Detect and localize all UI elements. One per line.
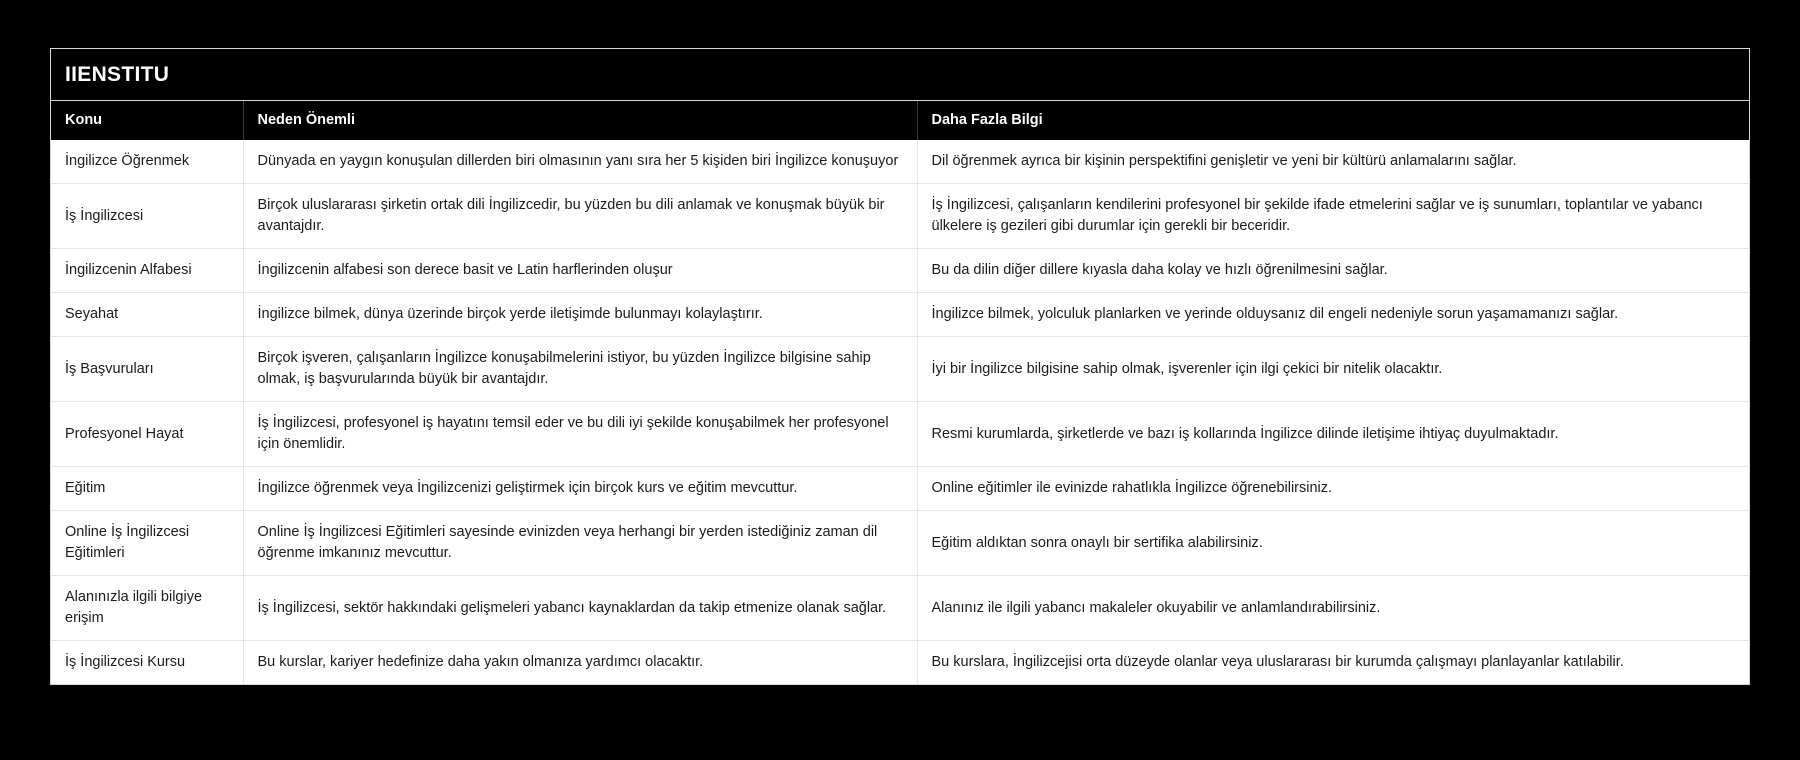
cell-more: Resmi kurumlarda, şirketlerde ve bazı iş kollarında İngilizce dilinde iletişime ihtiyaç duyulmaktadır. [917, 402, 1749, 467]
cell-more: İngilizce bilmek, yolculuk planlarken ve yerinde olduysanız dil engeli nedeniyle sorun yaşamamanızı sağlar. [917, 293, 1749, 337]
column-header-why: Neden Önemli [243, 101, 917, 140]
table-card [50, 48, 1750, 685]
cell-topic: İş İngilizcesi [51, 184, 243, 249]
table-row [51, 576, 1749, 641]
cell-more: Bu da dilin diğer dillere kıyasla daha kolay ve hızlı öğrenilmesini sağlar. [917, 249, 1749, 293]
cell-topic: Online İş İngilizcesi Eğitimleri [51, 511, 243, 576]
cell-topic: Seyahat [51, 293, 243, 337]
cell-why: İngilizce bilmek, dünya üzerinde birçok yerde iletişimde bulunmayı kolaylaştırır. [243, 293, 917, 337]
cell-more: Dil öğrenmek ayrıca bir kişinin perspektifini genişletir ve yeni bir kültürü anlamalarını sağlar. [917, 140, 1749, 184]
cell-more: İyi bir İngilizce bilgisine sahip olmak, işverenler için ilgi çekici bir nitelik olacaktır. [917, 337, 1749, 402]
cell-why: Online İş İngilizcesi Eğitimleri sayesinde evinizden veya herhangi bir yerden istediğiniz zaman dil öğrenme imkanınız mevcuttur. [243, 511, 917, 576]
cell-topic: İngilizcenin Alfabesi [51, 249, 243, 293]
column-header-more: Daha Fazla Bilgi [917, 101, 1749, 140]
table-row [51, 249, 1749, 293]
column-header-topic: Konu [51, 101, 243, 140]
cell-topic: Profesyonel Hayat [51, 402, 243, 467]
cell-why: Dünyada en yaygın konuşulan dillerden biri olmasının yanı sıra her 5 kişiden biri İngilizce konuşuyor [243, 140, 917, 184]
cell-topic: İş İngilizcesi Kursu [51, 641, 243, 685]
cell-why: Birçok uluslararası şirketin ortak dili İngilizcedir, bu yüzden bu dili anlamak ve konuşmak büyük bir avantajdır. [243, 184, 917, 249]
cell-more: Alanınız ile ilgili yabancı makaleler okuyabilir ve anlamlandırabilirsiniz. [917, 576, 1749, 641]
table-row [51, 467, 1749, 511]
cell-why: İngilizce öğrenmek veya İngilizcenizi geliştirmek için birçok kurs ve eğitim mevcuttur. [243, 467, 917, 511]
cell-why: İngilizcenin alfabesi son derece basit ve Latin harflerinden oluşur [243, 249, 917, 293]
cell-why: Bu kurslar, kariyer hedefinize daha yakın olmanıza yardımcı olacaktır. [243, 641, 917, 685]
cell-topic: Eğitim [51, 467, 243, 511]
cell-more: Eğitim aldıktan sonra onaylı bir sertifika alabilirsiniz. [917, 511, 1749, 576]
table-row [51, 641, 1749, 685]
table-row [51, 293, 1749, 337]
cell-topic: İş Başvuruları [51, 337, 243, 402]
cell-why: İş İngilizcesi, sektör hakkındaki gelişmeleri yabancı kaynaklardan da takip etmenize olanak sağlar. [243, 576, 917, 641]
table-row [51, 511, 1749, 576]
table-header-row [51, 101, 1749, 140]
table-row [51, 184, 1749, 249]
cell-why: İş İngilizcesi, profesyonel iş hayatını temsil eder ve bu dili iyi şekilde konuşabilmek her profesyonel için önemlidir. [243, 402, 917, 467]
table-row [51, 140, 1749, 184]
table-row [51, 402, 1749, 467]
table-head [51, 101, 1749, 140]
brand-title: IIENSTITU [65, 63, 170, 86]
cell-topic: İngilizce Öğrenmek [51, 140, 243, 184]
cell-more: Bu kurslara, İngilizcejisi orta düzeyde olanlar veya uluslararası bir kurumda çalışmayı planlayanlar katılabilir. [917, 641, 1749, 685]
cell-more: Online eğitimler ile evinizde rahatlıkla İngilizce öğrenebilirsiniz. [917, 467, 1749, 511]
cell-more: İş İngilizcesi, çalışanların kendilerini profesyonel bir şekilde ifade etmelerini sağlar ve iş sunumları, toplantılar ve yabancı ülkelere iş gezileri gibi durumlar için gerekli bir beceridir. [917, 184, 1749, 249]
cell-why: Birçok işveren, çalışanların İngilizce konuşabilmelerini istiyor, bu yüzden İngilizce bilgisine sahip olmak, iş başvurularında büyük bir avantajdır. [243, 337, 917, 402]
table-body [51, 140, 1749, 684]
info-table [51, 101, 1749, 684]
brand-bar [51, 49, 1749, 101]
table-row [51, 337, 1749, 402]
cell-topic: Alanınızla ilgili bilgiye erişim [51, 576, 243, 641]
